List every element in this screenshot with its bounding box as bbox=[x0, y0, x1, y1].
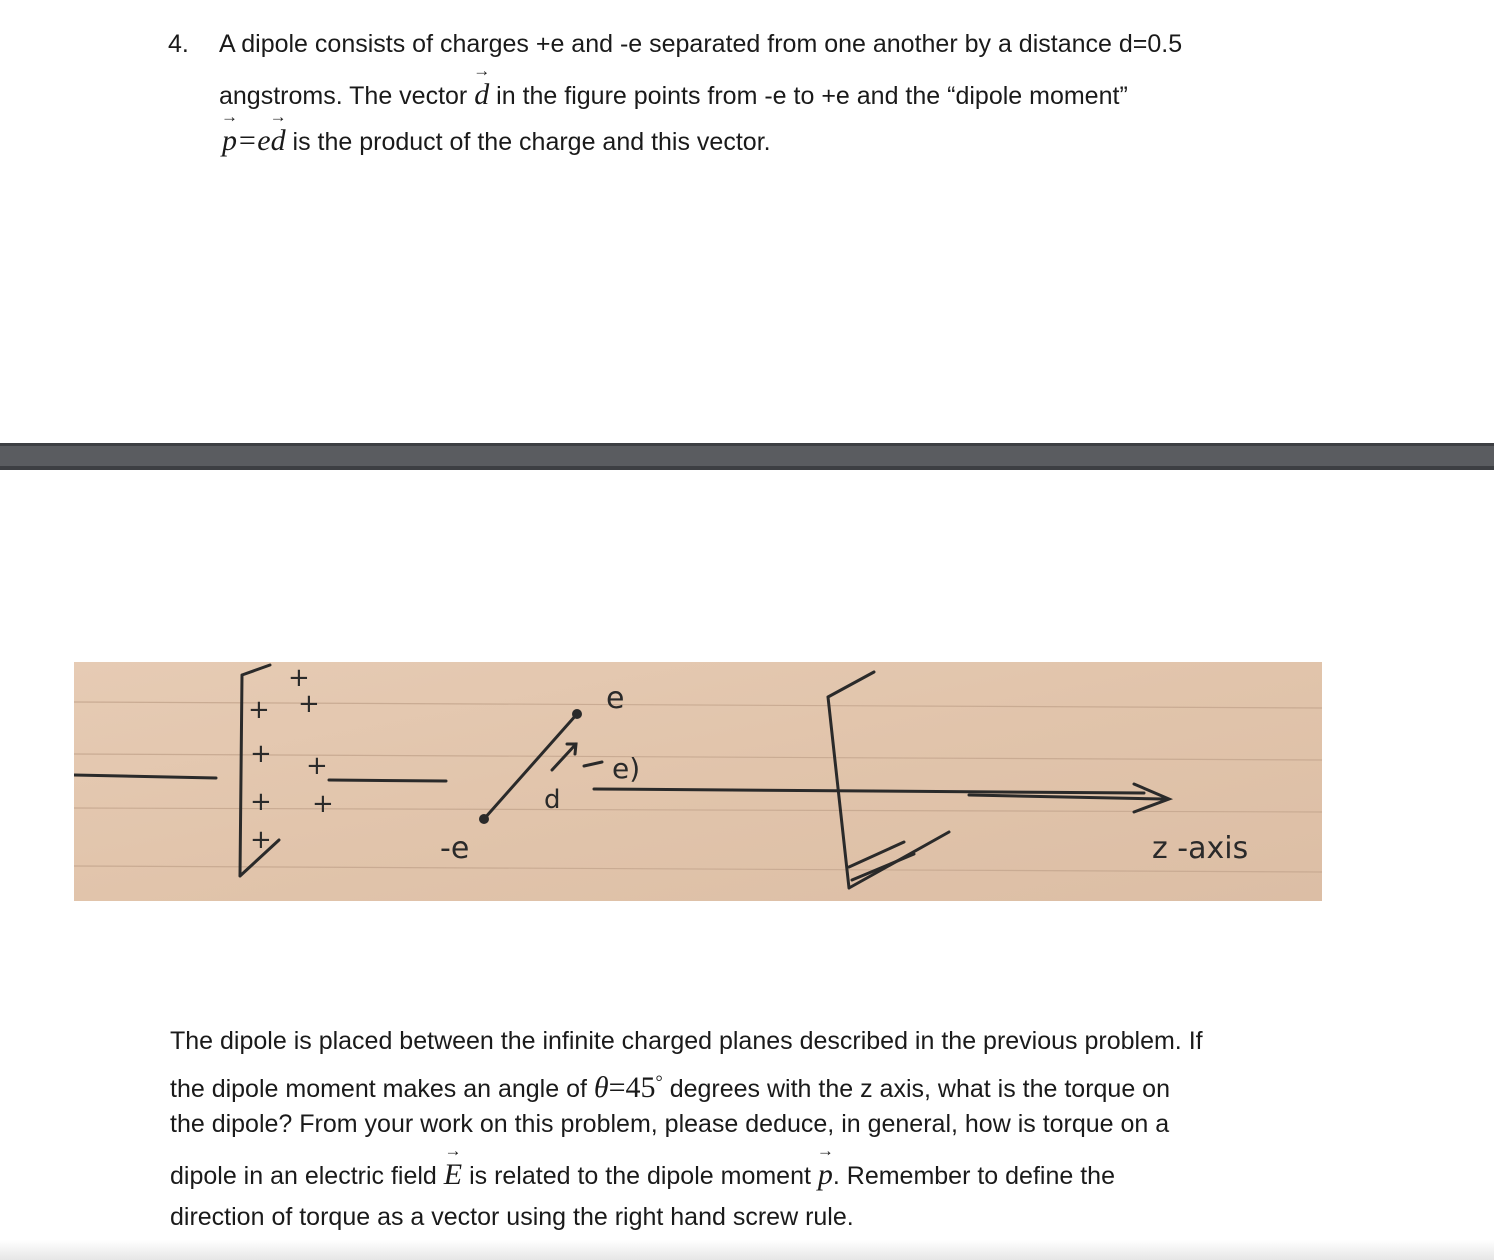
label-plus-e: e bbox=[606, 681, 625, 716]
label-d: d bbox=[544, 785, 561, 815]
dipole-figure bbox=[74, 662, 1322, 901]
vector-E: → E bbox=[444, 1158, 462, 1192]
question-line-1: The dipole is placed between the infinite charged planes described in the previous problem. If bbox=[170, 1027, 1203, 1055]
plus-sign: + bbox=[250, 825, 272, 855]
plus-sign: + bbox=[250, 739, 272, 769]
problem-line-2 bbox=[219, 78, 1128, 112]
degree-symbol: ° bbox=[655, 1071, 663, 1092]
plus-sign: + bbox=[250, 787, 272, 817]
axis-middle-segment bbox=[329, 780, 446, 781]
plus-sign: + bbox=[306, 751, 328, 781]
question-line-5: direction of torque as a vector using the right hand screw rule. bbox=[170, 1203, 854, 1231]
vector-d: → d bbox=[474, 78, 489, 112]
problem-line-1: A dipole consists of charges +e and -e separated from one another by a distance d=0.5 bbox=[219, 30, 1183, 58]
problem-line-2-start: angstroms. The vector bbox=[219, 82, 468, 110]
vector-p-question: → p bbox=[818, 1158, 833, 1192]
label-angle-e: e) bbox=[612, 752, 641, 785]
label-z-axis: z -axis bbox=[1152, 831, 1249, 866]
bottom-edge-shadow bbox=[0, 1240, 1494, 1260]
question-line-4-start: dipole in an electric field bbox=[170, 1162, 437, 1190]
theta-symbol: θ bbox=[593, 1071, 609, 1104]
question-line-4-middle: is related to the dipole moment bbox=[469, 1162, 811, 1190]
problem-number: 4. bbox=[168, 30, 189, 58]
question-line-2-end: degrees with the z axis, what is the torque on bbox=[669, 1075, 1170, 1103]
plus-charge-dot bbox=[572, 709, 582, 719]
equation-equals-e: =e bbox=[237, 124, 271, 157]
page-divider bbox=[0, 443, 1494, 470]
problem-line-3-end: is the product of the charge and this vector. bbox=[292, 128, 771, 156]
vector-d-equation: → d bbox=[271, 124, 286, 158]
question-line-3: the dipole? From your work on this problem, please deduce, in general, how is torque on a bbox=[170, 1110, 1170, 1138]
problem-line-2-end: in the figure points from -e to +e and the “dipole moment” bbox=[496, 82, 1128, 110]
question-line-4 bbox=[170, 1158, 1115, 1192]
question-line-2-start: the dipole moment makes an angle of bbox=[170, 1075, 587, 1103]
question-line-2 bbox=[170, 1071, 1170, 1105]
plus-sign: + bbox=[298, 689, 320, 719]
plus-sign: + bbox=[288, 663, 310, 693]
plus-sign: + bbox=[248, 695, 270, 725]
problem-line-3 bbox=[222, 124, 771, 158]
plus-sign: + bbox=[312, 789, 334, 819]
angle-value: =45 bbox=[608, 1071, 656, 1104]
vector-p: → p bbox=[222, 124, 237, 158]
question-line-4-end: . Remember to define the bbox=[832, 1162, 1115, 1190]
label-minus-e: -e bbox=[440, 831, 470, 866]
minus-charge-dot bbox=[479, 814, 489, 824]
